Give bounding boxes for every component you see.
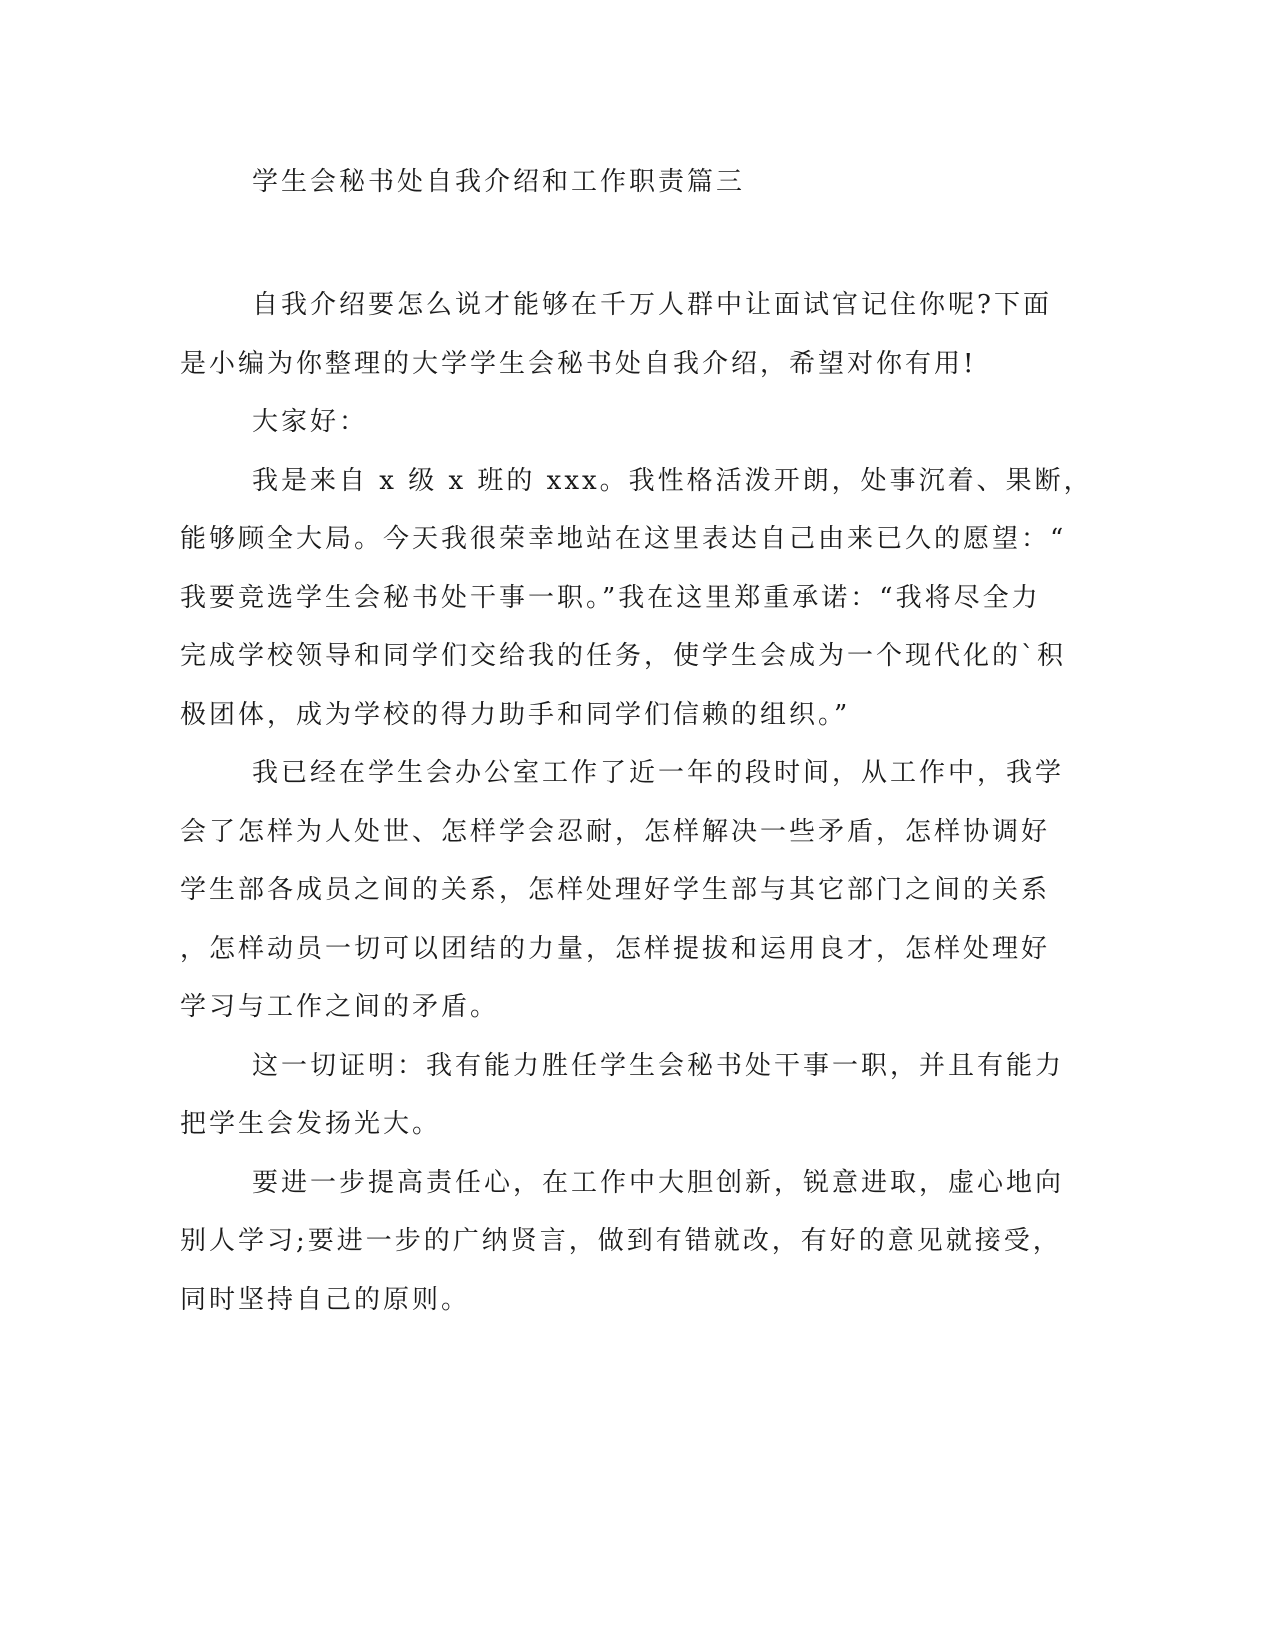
text-line: 学生部各成员之间的关系，怎样处理好学生部与其它部门之间的关系 bbox=[180, 875, 1051, 905]
text-line: 我要竞选学生会秘书处干事一职。”我在这里郑重承诺：“我将尽全力 bbox=[180, 582, 1041, 613]
text-line: 完成学校领导和同学们交给我的任务，使学生会成为一个现代化的`积 bbox=[180, 641, 1067, 671]
text-line: ，怎样动员一切可以团结的力量，怎样提拔和运用良才，怎样处理好 bbox=[180, 933, 1051, 964]
text-line: 学习与工作之间的矛盾。 bbox=[180, 992, 500, 1022]
text-line: 要进一步提高责任心，在工作中大胆创新，锐意进取，虚心地向 bbox=[252, 1167, 1065, 1198]
text-line: 这一切证明：我有能力胜任学生会秘书处干事一职，并且有能力 bbox=[252, 1050, 1065, 1081]
text-line: 把学生会发扬光大。 bbox=[180, 1109, 442, 1139]
text-line: 我已经在学生会办公室工作了近一年的段时间，从工作中，我学 bbox=[252, 758, 1065, 788]
text-line: 大家好： bbox=[252, 407, 369, 437]
document-title: 学生会秘书处自我介绍和工作职责篇三 bbox=[252, 167, 746, 197]
document-body bbox=[180, 276, 1093, 1329]
text-line: 是小编为你整理的大学学生会秘书处自我介绍，希望对你有用! bbox=[180, 348, 977, 379]
text-line: 自我介绍要怎么说才能够在千万人群中让面试官记住你呢?下面 bbox=[252, 290, 1052, 320]
text-line: 我是来自 x 级 x 班的 xxx。我性格活泼开朗，处事沉着、果断， bbox=[252, 465, 1093, 496]
text-line: 同时坚持自己的原则。 bbox=[180, 1284, 471, 1315]
text-line: 极团体，成为学校的得力助手和同学们信赖的组织。” bbox=[180, 699, 851, 730]
text-line: 别人学习;要进一步的广纳贤言，做到有错就改，有好的意见就接受， bbox=[180, 1226, 1062, 1256]
text-line: 能够顾全大局。今天我很荣幸地站在这里表达自己由来已久的愿望：“ bbox=[180, 524, 1067, 554]
text-line: 会了怎样为人处世、怎样学会忍耐，怎样解决一些矛盾，怎样协调好 bbox=[180, 816, 1051, 847]
